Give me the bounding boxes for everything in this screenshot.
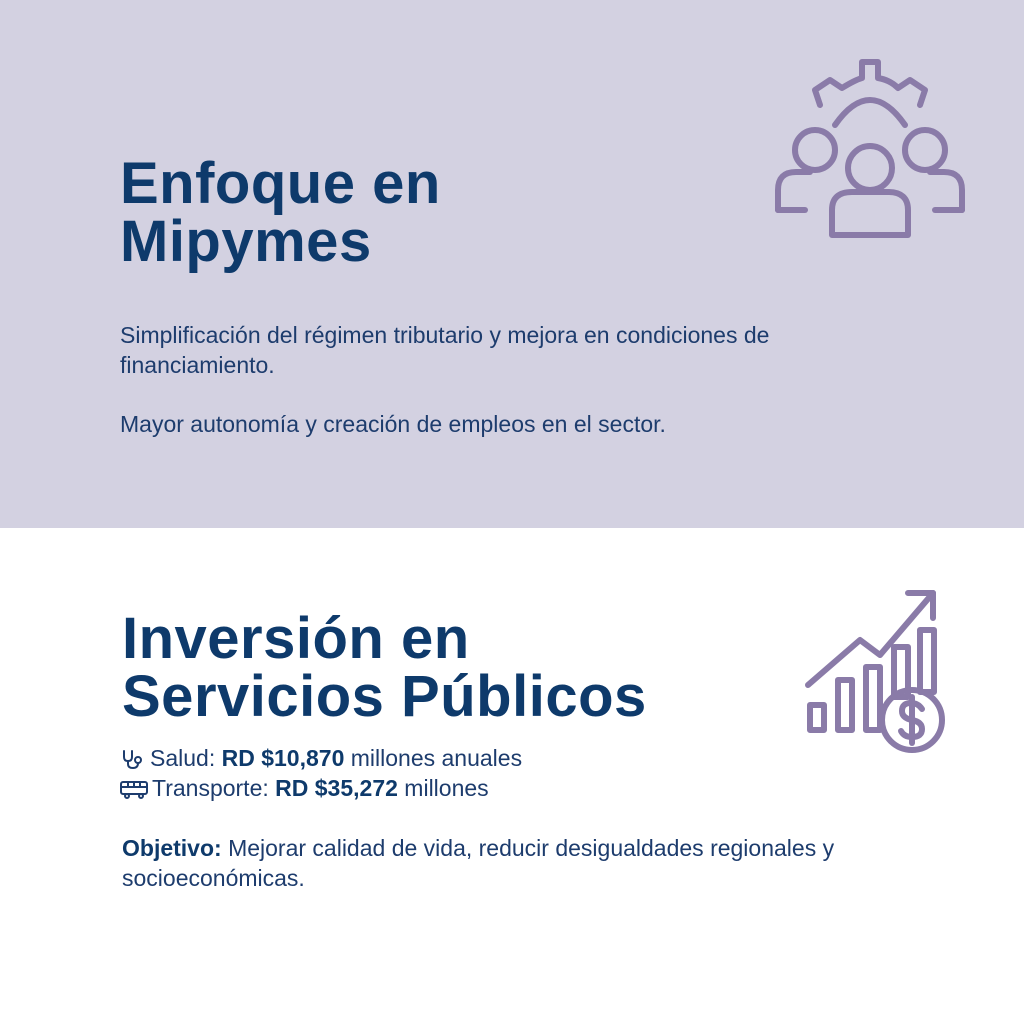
transport-suffix: millones (404, 775, 489, 801)
objective-label: Objetivo: (122, 835, 222, 861)
growth-chart-dollar-icon (800, 585, 950, 755)
objective-text: Mejorar calidad de vida, reducir desigualdades regionales y socioeconómicas. (122, 835, 835, 891)
stethoscope-icon (120, 749, 146, 769)
health-amount: RD $10,870 (221, 745, 345, 771)
mipymes-title (120, 151, 441, 274)
public-services-title (122, 606, 647, 729)
transport-label: Transporte: (152, 775, 269, 801)
mipymes-paragraph-1: Simplificación del régimen tributario y mejora en condiciones de financiamiento. (120, 322, 770, 378)
health-label: Salud: (150, 745, 216, 771)
transport-investment-line (120, 773, 489, 803)
public-services-title-line1: Inversión en (122, 606, 470, 671)
public-services-title-line2: Servicios Públicos (122, 664, 647, 729)
mipymes-title-line2: Mipymes (120, 209, 372, 274)
team-gear-icon (770, 50, 970, 245)
bus-icon (120, 779, 148, 799)
mipymes-title-line1: Enfoque en (120, 151, 441, 216)
transport-amount: RD $35,272 (275, 775, 398, 801)
mipymes-paragraph-2: Mayor autonomía y creación de empleos en el sector. (120, 411, 666, 437)
health-investment-line (120, 743, 522, 773)
objective-paragraph (122, 833, 882, 893)
health-suffix: millones anuales (350, 745, 523, 771)
